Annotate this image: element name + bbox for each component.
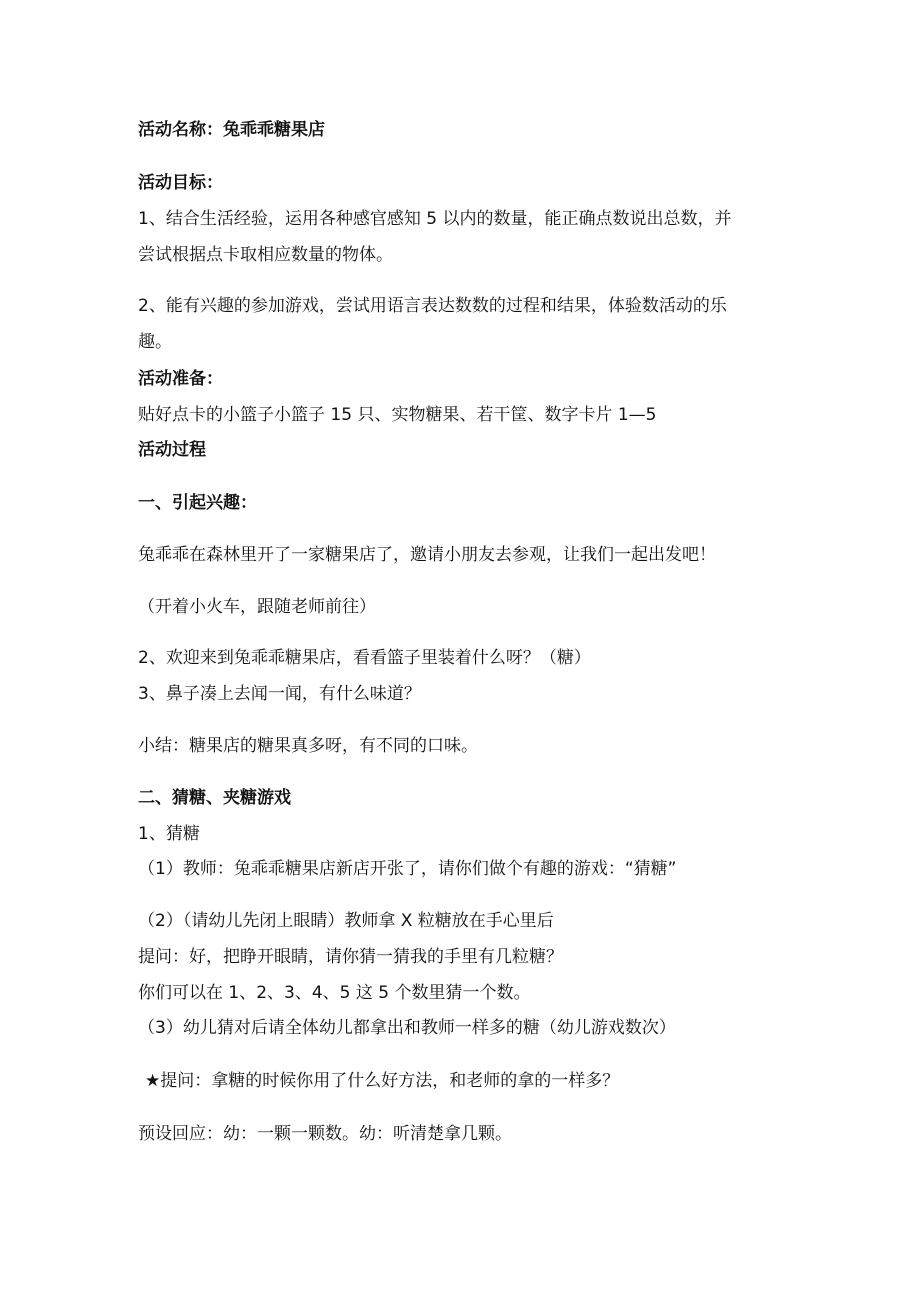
section-1-item-2: 2、欢迎来到兔乖乖糖果店，看看篮子里装着什么呀？（糖） bbox=[138, 648, 591, 668]
section-1-item-3: 3、鼻子凑上去闻一闻，有什么味道？ bbox=[138, 684, 421, 704]
section-1-heading: 一、引起兴趣： bbox=[138, 493, 257, 513]
section-1-summary: 小结：糖果店的糖果真多呀，有不同的口味。 bbox=[138, 736, 478, 756]
prep-text: 贴好点卡的小篮子小篮子 15 只、实物糖果、若干筐、数字卡片 1—5 bbox=[138, 405, 657, 425]
section-1-intro: 兔乖乖在森林里开了一家糖果店了，邀请小朋友去参观，让我们一起出发吧！ bbox=[138, 545, 716, 565]
section-2-preset-response: 预设回应：幼：一颗一颗数。幼：听清楚拿几颗。 bbox=[138, 1124, 512, 1144]
process-heading: 活动过程 bbox=[138, 440, 206, 460]
section-2-question: 提问：好，把睁开眼睛，请你猜一猜我的手里有几粒糖？ bbox=[138, 947, 563, 967]
section-2-item-1: 1、猜糖 bbox=[138, 824, 200, 844]
goal-2-line-1: 2、能有兴趣的参加游戏，尝试用语言表达数数的过程和结果，体验数活动的乐 bbox=[138, 296, 727, 316]
section-2-range: 你们可以在 1、2、3、4、5 这 5 个数里猜一个数。 bbox=[138, 983, 531, 1003]
goal-2-line-2: 趣。 bbox=[138, 332, 172, 352]
prep-heading: 活动准备： bbox=[138, 369, 223, 389]
activity-name: 活动名称：兔乖乖糖果店 bbox=[138, 120, 325, 140]
section-2-step-2: （2）（请幼儿先闭上眼睛）教师拿 X 粒糖放在手心里后 bbox=[138, 911, 554, 931]
section-2-heading: 二、猜糖、夹糖游戏 bbox=[138, 788, 291, 808]
section-2-step-1: （1）教师：兔乖乖糖果店新店开张了，请你们做个有趣的游戏：“猜糖” bbox=[138, 859, 677, 879]
goal-1-line-2: 尝试根据点卡取相应数量的物体。 bbox=[138, 245, 393, 265]
section-2-star-question: ★提问：拿糖的时候你用了什么好方法，和老师的拿的一样多？ bbox=[145, 1071, 620, 1091]
section-2-step-3: （3）幼儿猜对后请全体幼儿都拿出和教师一样多的糖（幼儿游戏数次） bbox=[138, 1018, 676, 1038]
section-1-train: （开着小火车，跟随老师前往） bbox=[138, 597, 376, 617]
goals-heading: 活动目标： bbox=[138, 173, 223, 193]
goal-1-line-1: 1、结合生活经验，运用各种感官感知 5 以内的数量，能正确点数说出总数，并 bbox=[138, 209, 732, 229]
